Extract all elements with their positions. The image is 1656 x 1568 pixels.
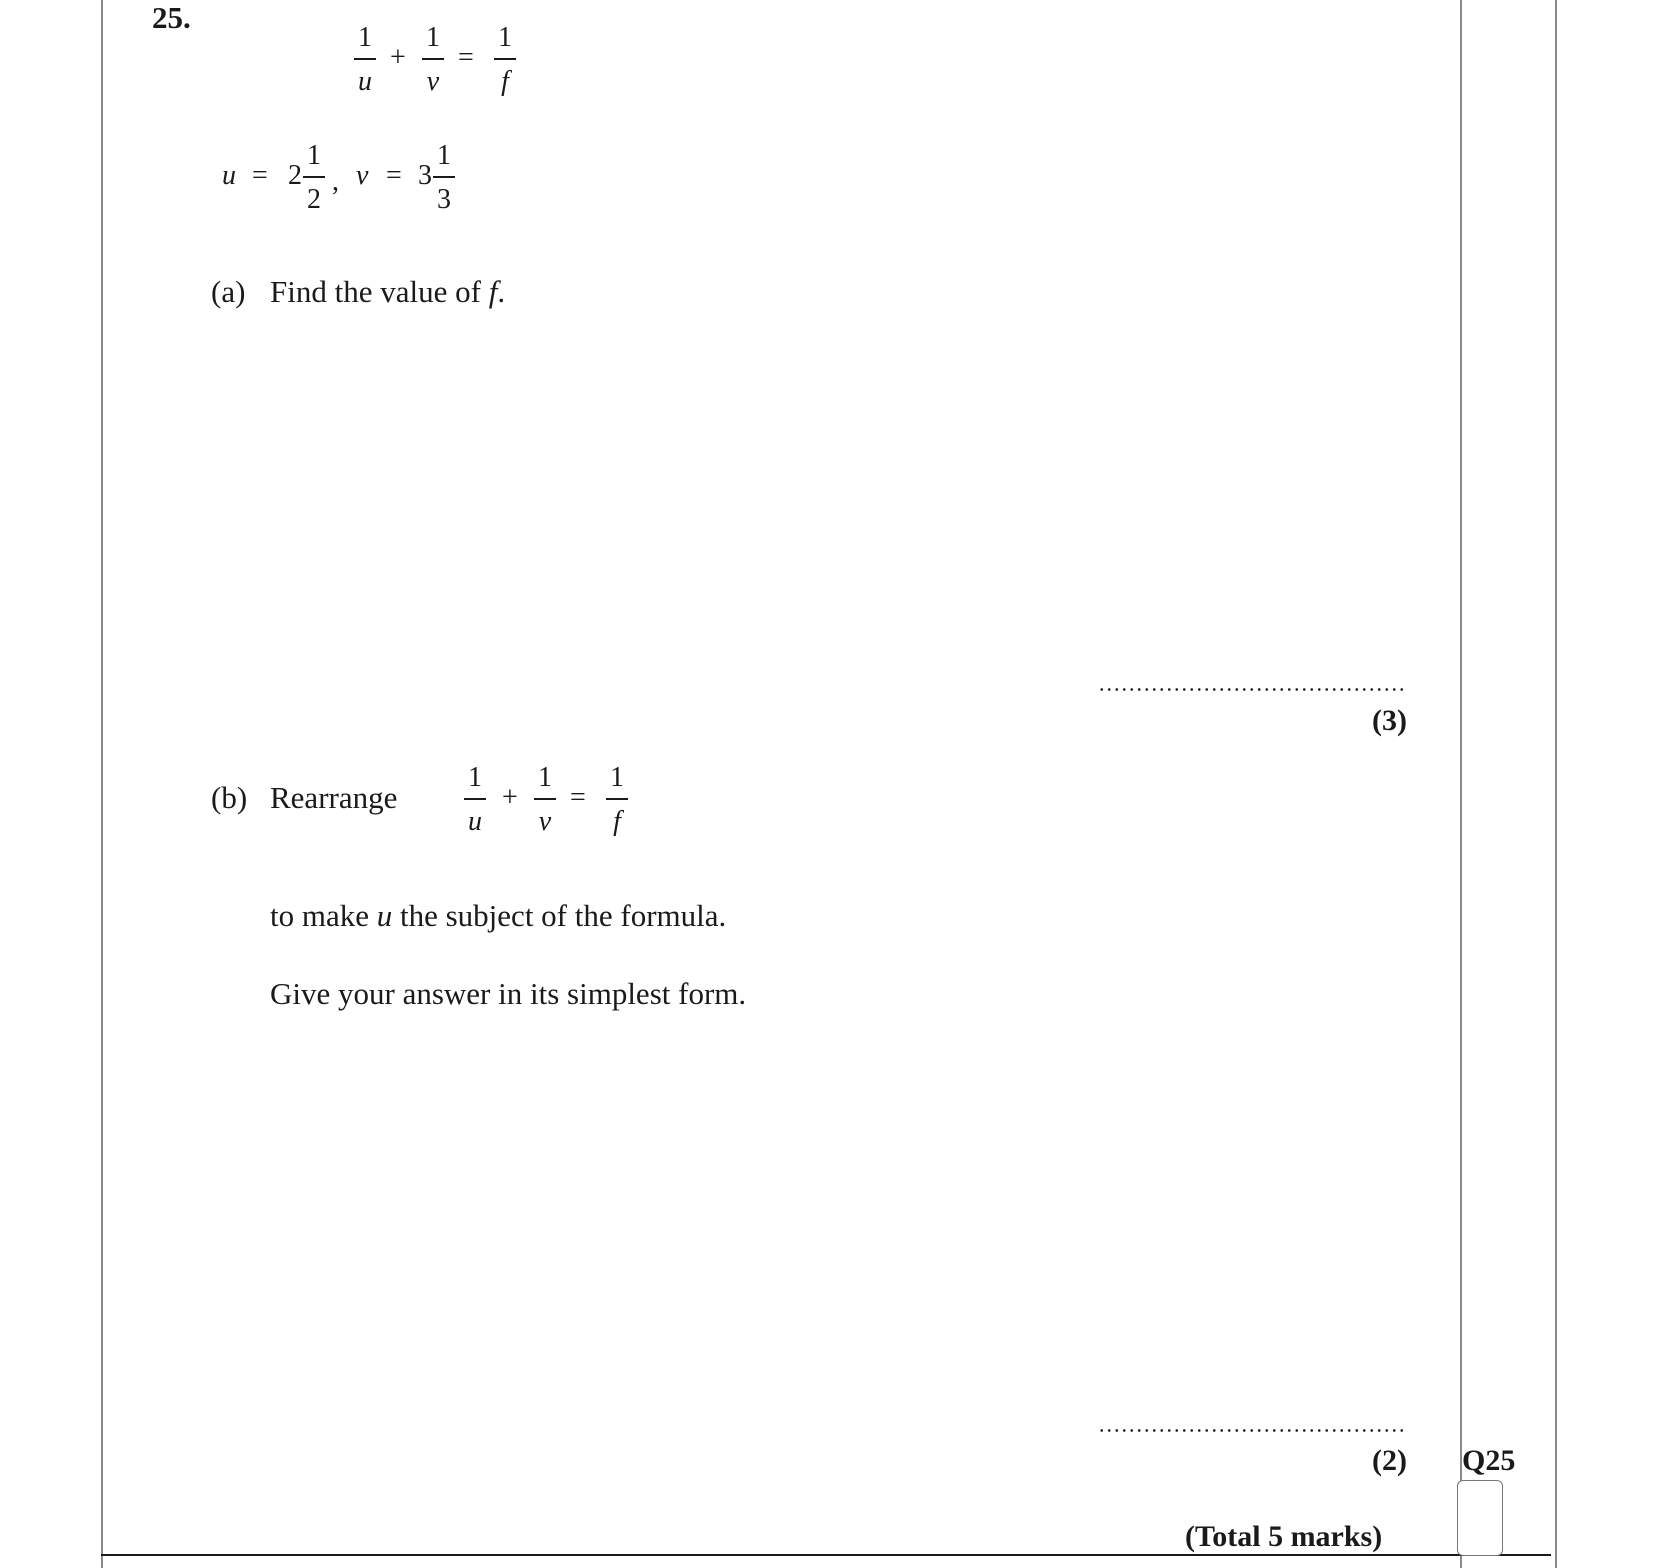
given-v-equals: =	[386, 160, 402, 191]
question-number: 25.	[152, 0, 191, 35]
part-b-label: (b)	[211, 780, 248, 815]
part-b-equals: =	[570, 782, 586, 813]
formula-term-1-over-f: 1 f	[494, 24, 516, 96]
given-comma: ,	[332, 166, 339, 197]
part-b-subject-line: to make u the subject of the formula.	[270, 898, 727, 933]
left-margin-line	[101, 0, 103, 1568]
given-v-fraction: 1 3	[433, 142, 455, 214]
part-b-term-1-over-u: 1 u	[464, 764, 486, 836]
formula-equals: =	[458, 42, 474, 73]
part-b-simplest-form-line: Give your answer in its simplest form.	[270, 976, 747, 1011]
given-u-fraction: 1 2	[303, 142, 325, 214]
answer-line-b[interactable]	[1098, 1429, 1404, 1432]
part-b-term-1-over-f: 1 f	[606, 764, 628, 836]
right-margin-line	[1460, 0, 1462, 1568]
outer-margin-line	[1555, 0, 1557, 1568]
examiner-marks-box[interactable]	[1457, 1480, 1503, 1556]
part-b-marks: (2)	[1372, 1444, 1407, 1477]
given-v-variable: v	[356, 160, 369, 191]
given-u-equals: =	[252, 160, 268, 191]
question-margin-label: Q25	[1462, 1444, 1516, 1477]
total-marks: (Total 5 marks)	[1185, 1520, 1383, 1553]
part-a-marks: (3)	[1372, 704, 1407, 737]
part-b-instruction: Rearrange	[270, 780, 398, 815]
part-a-label: (a)	[211, 274, 246, 309]
answer-line-a[interactable]	[1098, 688, 1404, 691]
given-u-whole: 2	[288, 160, 302, 191]
formula-term-1-over-v: 1 v	[422, 24, 444, 96]
given-v-whole: 3	[418, 160, 432, 191]
question-bottom-rule	[101, 1554, 1551, 1556]
part-b-term-1-over-v: 1 v	[534, 764, 556, 836]
given-u-variable: u	[222, 160, 236, 191]
part-a-instruction: Find the value of f.	[270, 274, 506, 309]
formula-plus: +	[390, 42, 406, 73]
part-b-plus: +	[502, 782, 518, 813]
formula-term-1-over-u: 1 u	[354, 24, 376, 96]
